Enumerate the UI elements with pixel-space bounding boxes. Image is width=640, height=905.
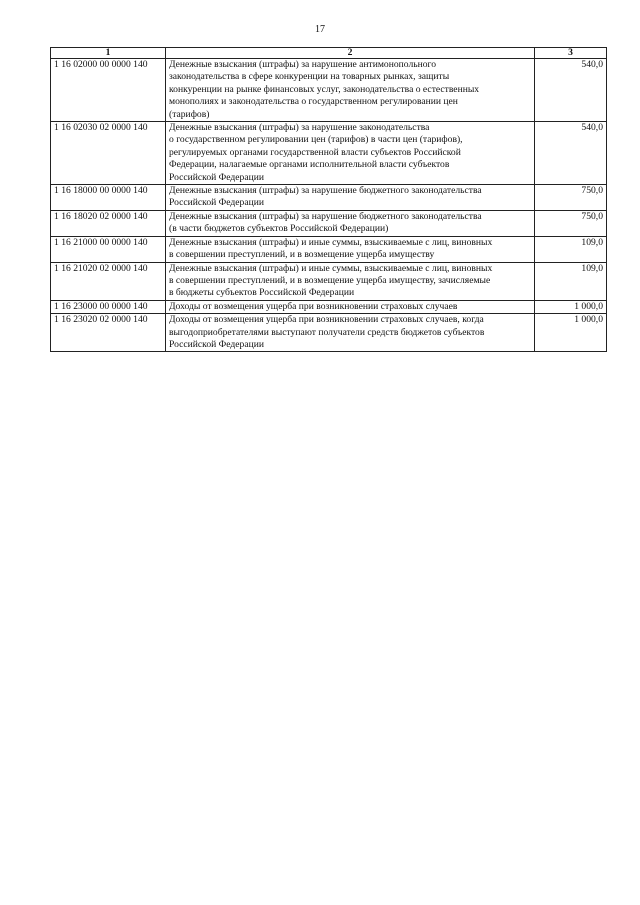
page-number: 17 xyxy=(315,24,325,35)
table-row xyxy=(51,59,607,122)
revenue-name-line: Денежные взыскания (штрафы) за нарушение бюджетного законодательства xyxy=(169,185,482,197)
column-header-name: 2 xyxy=(166,48,535,59)
revenue-name-line: (в части бюджетов субъектов Российской Федерации) xyxy=(169,223,389,235)
revenue-name-line: Доходы от возмещения ущерба при возникновении страховых случаев, когда xyxy=(169,314,484,326)
budget-code-cell: 1 16 02000 00 0000 140 xyxy=(51,59,166,122)
revenue-name-line: законодательства в сфере конкуренции на товарных рынках, защиты xyxy=(169,71,450,83)
table-row xyxy=(51,122,607,185)
amount-cell: 109,0 xyxy=(535,236,607,262)
revenue-name-line: Денежные взыскания (штрафы) за нарушение законодательства xyxy=(169,122,430,134)
amount-cell: 109,0 xyxy=(535,262,607,300)
budget-code-cell: 1 16 23000 00 0000 140 xyxy=(51,300,166,313)
budget-code-cell: 1 16 21000 00 0000 140 xyxy=(51,236,166,262)
revenue-name-line: в бюджеты субъектов Российской Федерации xyxy=(169,287,355,299)
revenue-name-line: выгодоприобретателями выступают получатели средств бюджетов субъектов xyxy=(169,326,485,338)
table-header-row xyxy=(51,48,607,59)
revenue-name-cell xyxy=(166,314,535,352)
revenue-name-line: о государственном регулировании цен (тарифов) в части цен (тарифов), xyxy=(169,134,463,146)
budget-code-cell: 1 16 21020 02 0000 140 xyxy=(51,262,166,300)
revenue-name-line: монополиях и законодательства о государственном регулировании цен xyxy=(169,96,458,108)
revenue-name-line: Денежные взыскания (штрафы) за нарушение антимонопольного xyxy=(169,59,437,70)
amount-cell: 1 000,0 xyxy=(535,300,607,313)
revenue-name-line: Денежные взыскания (штрафы) и иные суммы, взыскиваемые с лиц, виновных xyxy=(169,236,493,248)
table-row xyxy=(51,185,607,211)
revenue-name-cell xyxy=(166,262,535,300)
table-row xyxy=(51,236,607,262)
budget-code-cell: 1 16 02030 02 0000 140 xyxy=(51,122,166,185)
revenue-name-cell xyxy=(166,210,535,236)
revenue-name-line: Российской Федерации xyxy=(169,338,264,350)
table-row xyxy=(51,210,607,236)
amount-cell: 750,0 xyxy=(535,210,607,236)
column-header-code: 1 xyxy=(51,48,166,59)
table-row xyxy=(51,300,607,313)
budget-code-cell: 1 16 18020 02 0000 140 xyxy=(51,210,166,236)
amount-cell: 540,0 xyxy=(535,122,607,185)
revenue-name-line: в совершении преступлений, и в возмещение ущерба имуществу xyxy=(169,249,435,261)
revenue-name-line: Российской Федерации xyxy=(169,197,264,209)
revenue-name-cell xyxy=(166,236,535,262)
revenue-name-line: конкуренции на рынке финансовых услуг, законодательства о естественных xyxy=(169,83,480,95)
revenue-name-cell xyxy=(166,59,535,122)
revenue-name-line: в совершении преступлений, и в возмещение ущерба имуществу, зачисляемые xyxy=(169,274,491,286)
revenue-name-line: Российской Федерации xyxy=(169,171,264,183)
budget-revenue-table xyxy=(50,47,607,352)
table-row xyxy=(51,262,607,300)
revenue-name-cell xyxy=(166,185,535,211)
revenue-name-line: регулируемых органами государственной власти субъектов Российской xyxy=(169,146,461,158)
revenue-name-line: Денежные взыскания (штрафы) и иные суммы, взыскиваемые с лиц, виновных xyxy=(169,262,493,274)
revenue-name-cell xyxy=(166,122,535,185)
budget-code-cell: 1 16 23020 02 0000 140 xyxy=(51,314,166,352)
column-header-sum: 3 xyxy=(535,48,607,59)
revenue-name-line: Федерации, налагаемые органами исполнительной власти субъектов xyxy=(169,159,450,171)
revenue-name-line: Денежные взыскания (штрафы) за нарушение бюджетного законодательства xyxy=(169,210,482,222)
amount-cell: 1 000,0 xyxy=(535,314,607,352)
table-body xyxy=(51,59,607,352)
table-row xyxy=(51,314,607,352)
budget-code-cell: 1 16 18000 00 0000 140 xyxy=(51,185,166,211)
amount-cell: 750,0 xyxy=(535,185,607,211)
revenue-name-line: (тарифов) xyxy=(169,108,210,120)
amount-cell: 540,0 xyxy=(535,59,607,122)
revenue-name-line: Доходы от возмещения ущерба при возникновении страховых случаев xyxy=(169,300,458,312)
revenue-name-cell xyxy=(166,300,535,313)
